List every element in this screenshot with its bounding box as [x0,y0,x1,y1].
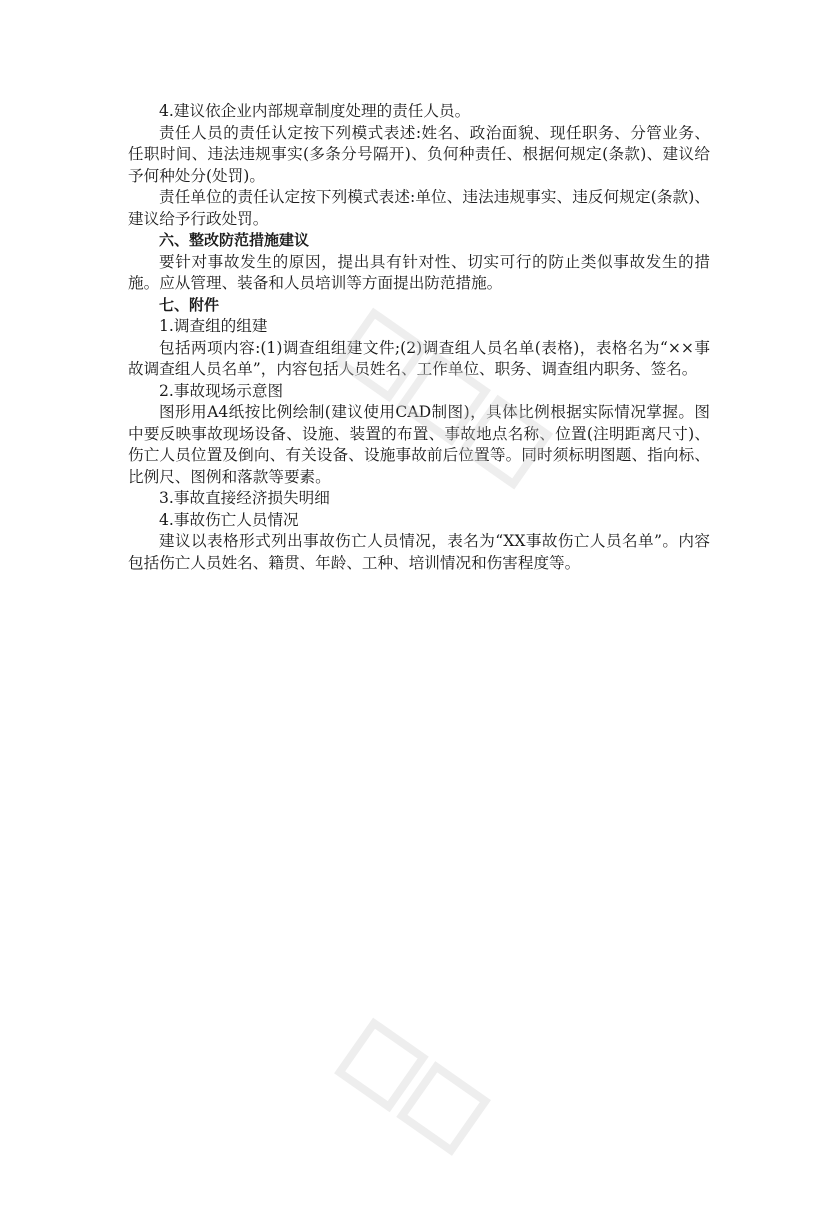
attachment-item-3: 3.事故直接经济损失明细 [159,489,330,507]
watermark-graphic [331,1013,590,1227]
attachment-item-4: 4.事故伤亡人员情况 [159,510,299,529]
document-body [128,101,710,574]
paragraph-rectification: 要针对事故发生的原因，提出具有针对性、切实可行的防止类似事故发生的措施。应从管理、装备和人员培训等方面提出防范措施。 [128,252,710,292]
section-heading-rectification: 六、整改防范措施建议 [159,231,310,249]
paragraph-item4: 4.建议依企业内部规章制度处理的责任人员。 [159,102,471,120]
paragraph-investigation-team: 包括两项内容:(1)调查组组建文件;(2)调查组人员名单(表格)，表格名为“××事故调查组人员名单”，内容包括人员姓名、工作单位、职务、调查组内职务、签名。 [128,338,710,378]
paragraph-responsible-person: 责任人员的责任认定按下列模式表述:姓名、政治面貌、现任职务、分管业务、任职时间、违法违规事实(多条分号隔开)、负何种责任、根据何规定(条款)、建议给予何种处分(处罚)。 [128,123,710,185]
attachment-item-1: 1.调查组的组建 [159,317,268,335]
attachment-item-2: 2.事故现场示意图 [159,381,284,400]
paragraph-responsible-unit: 责任单位的责任认定按下列模式表述:单位、违法违规事实、违反何规定(条款)、建议给予行政处罚。 [128,188,710,228]
paragraph-casualties: 建议以表格形式列出事故伤亡人员情况，表名为“XX事故伤亡人员名单”。内容包括伤亡人员姓名、籍贯、年龄、工种、培训情况和伤害程度等。 [128,532,710,572]
section-heading-attachments: 七、附件 [159,295,220,314]
paragraph-site-diagram: 图形用A4纸按比例绘制(建议使用CAD制图)，具体比例根据实际情况掌握。图中要反映事故现场设备、设施、装置的布置、事故地点名称、位置(注明距离尺寸)、伤亡人员位置及倒向、有关设备、设施事故前后位置等。同时须标明图题、指向标、比例尺、图例和落款等要素。 [128,403,710,486]
